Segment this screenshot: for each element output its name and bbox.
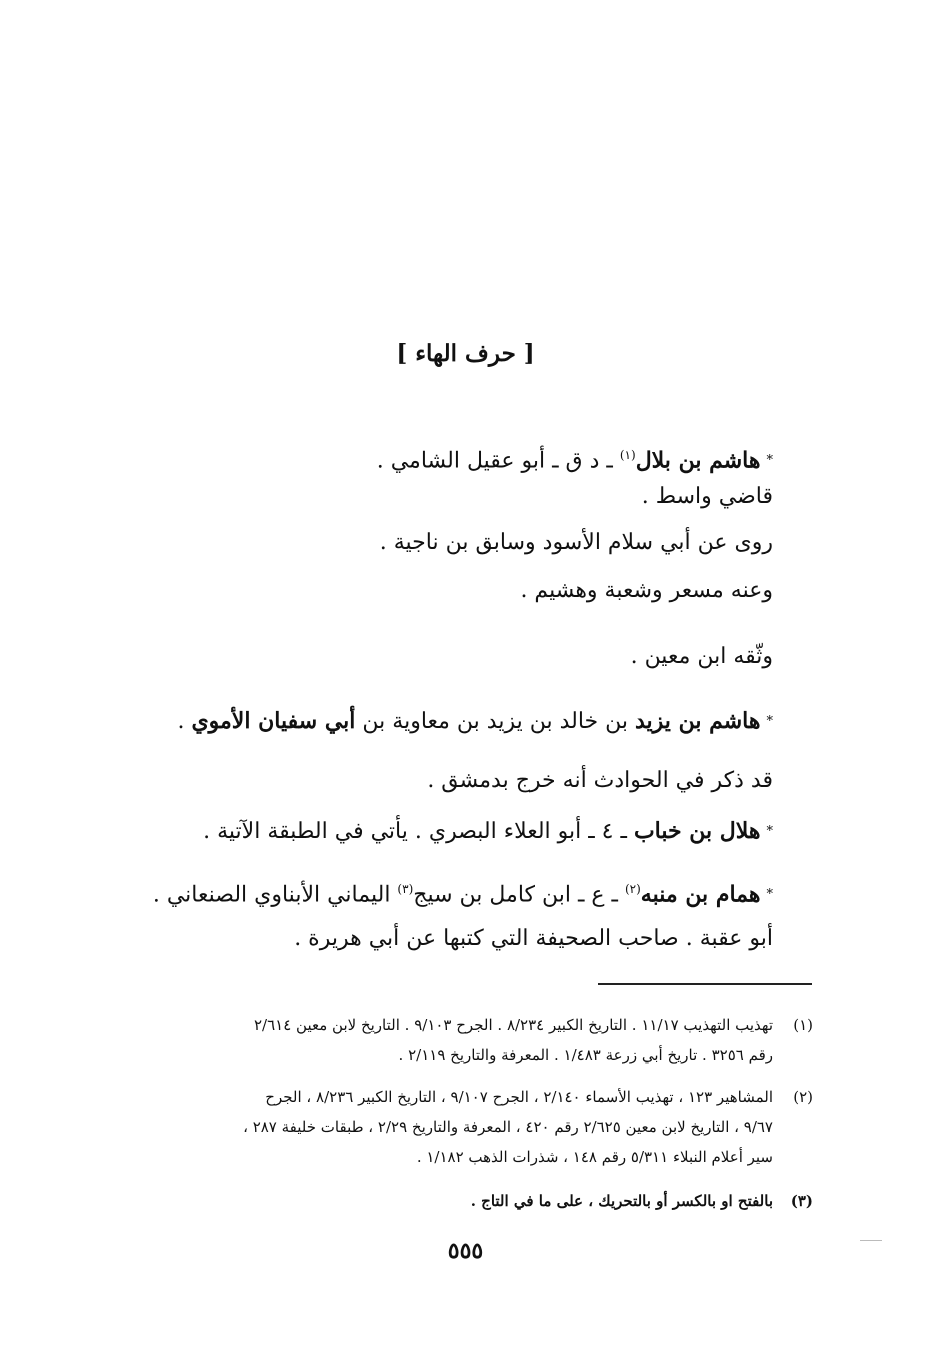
footnote-divider: [598, 983, 812, 985]
entry-star-icon: *: [766, 824, 773, 839]
footnote-text: ٩/٦٧ ، التاريخ لابن معين ٢/٦٢٥ رقم ٤٢٠ ، المعرفة والتاريخ ٢/٢٩ ، طبقات خليفة ٢٨٧ ،: [243, 1118, 773, 1136]
entry-name: هاشم بن يزيد: [634, 708, 761, 734]
page-number: ٥٥٥: [447, 1238, 484, 1264]
text-line: وعنه مسعر وشعبة وهشيم .: [520, 578, 773, 603]
text-line: روى عن أبي سلام الأسود وسابق بن ناجية .: [379, 530, 773, 555]
entry-hilal-bin-khabbab: [203, 816, 773, 847]
footnote-3: [133, 1186, 813, 1216]
footnote-number: (٣): [790, 1192, 813, 1210]
footnote-text: المشاهير ١٢٣ ، تهذيب الأسماء ٢/١٤٠ ، الجرح ٩/١٠٧ ، التاريخ الكبير ٨/٢٣٦ ، الجرح: [265, 1088, 773, 1106]
entry-text: .: [177, 709, 192, 734]
entry-text: اليماني الأبناوي الصنعاني .: [152, 882, 398, 908]
footnote-text: بالفتح او بالكسر أو بالتحريك ، على ما في التاج .: [470, 1192, 773, 1210]
entry-hashim-bin-bilal: [377, 440, 773, 476]
entry-star-icon: *: [766, 887, 773, 903]
scan-mark: [860, 1240, 882, 1241]
entry-star-icon: *: [766, 453, 773, 469]
text-line: قاضي واسط .: [641, 484, 773, 509]
footnote-text: سير أعلام النبلاء ٥/٣١١ رقم ١٤٨ ، شذرات الذهب ١/١٨٢ .: [416, 1148, 773, 1166]
footnote-ref: (١): [619, 448, 636, 462]
footnote-number: (٢): [793, 1088, 813, 1106]
entry-text: ـ د ق ـ أبو عقيل الشامي .: [376, 448, 620, 474]
text-line: قد ذكر في الحوادث أنه خرج بدمشق .: [427, 768, 773, 793]
footnote-text: تهذيب التهذيب ١١/١٧ . التاريخ الكبير ٨/٢٣٤ . الجرح ٩/١٠٣ . التاريخ لابن معين ٢/٦١٤: [254, 1016, 773, 1034]
section-heading: [ حرف الهاء ]: [396, 340, 535, 367]
entry-text-bold: أبي سفيان الأموي: [191, 708, 356, 734]
entry-name: هاشم بن بلال: [635, 447, 761, 474]
entry-star-icon: *: [766, 714, 773, 729]
entry-name: همام بن منبه: [640, 881, 761, 908]
entry-text: ـ ع ـ ابن كامل بن سيج: [413, 882, 625, 908]
entry-hashim-bin-yazid: [177, 706, 773, 737]
footnote-ref: (٣): [397, 882, 414, 896]
text-line: أبو عقبة . صاحب الصحيفة التي كتبها عن أبي هريرة .: [294, 926, 773, 951]
text-line: وثّقه ابن معين .: [630, 644, 773, 669]
footnote-1: [133, 1010, 813, 1070]
entry-name: هلال بن خباب: [633, 818, 761, 844]
footnote-text: رقم ٣٢٥٦ . تاريخ أبي زرعة ١/٤٨٣ . المعرفة والتاريخ ٢/١١٩ .: [398, 1046, 773, 1064]
footnote-2: [133, 1082, 813, 1172]
entry-hammam-bin-munabbih: [153, 874, 773, 910]
footnote-ref: (٢): [624, 882, 641, 896]
footnote-number: (١): [793, 1016, 813, 1034]
entry-text: بن خالد بن يزيد بن معاوية بن: [355, 709, 635, 734]
entry-text: ـ ٤ ـ أبو العلاء البصري . يأتي في الطبقة الآتية .: [203, 819, 634, 844]
